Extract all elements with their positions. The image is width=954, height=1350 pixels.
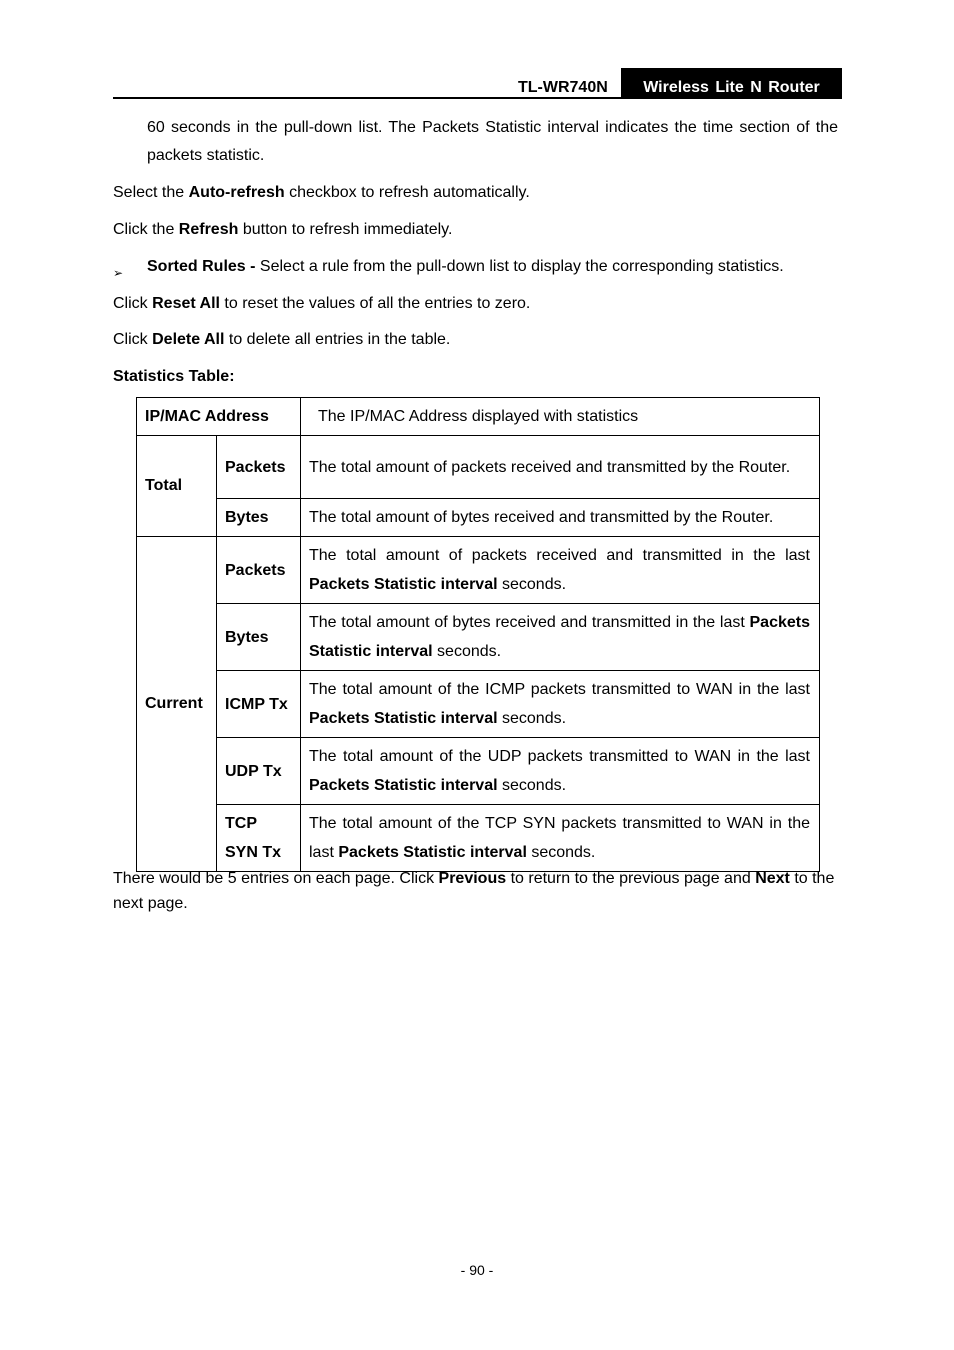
entries-note-paragraph [113,866,842,916]
interval-term: Packets Statistic interval [309,576,498,593]
intro-paragraph: 60 seconds in the pull-down list. The Packets Statistic interval indicates the time section of the packets statistic. [147,119,838,164]
total-bytes-desc: The total amount of bytes received and transmitted by the Router. [301,499,820,537]
current-tcp-desc [301,805,820,872]
current-udp-desc [301,738,820,805]
current-label: Current [137,537,217,872]
ipmac-desc: The IP/MAC Address displayed with statistics [301,398,820,436]
current-udp-label: UDP Tx [217,738,301,805]
text: The total amount of packets received and transmitted in the last [309,547,810,564]
table-row [137,537,820,604]
text: The total amount of bytes received and transmitted in the last [309,614,750,631]
table-row [137,436,820,499]
text: Click [113,295,153,312]
text: to the next page. [113,870,835,912]
delete-all-term: Delete All [152,331,225,348]
arrow-bullet-icon: ➢ [113,266,124,280]
text: seconds. [497,710,567,727]
current-icmp-label: ICMP Tx [217,671,301,738]
text: SYN Tx [225,844,282,861]
interval-term: Packets Statistic interval [309,710,498,727]
interval-term: Packets Statistic interval [338,844,527,861]
current-bytes-label: Bytes [217,604,301,671]
text: button to refresh immediately. [238,221,453,238]
statistics-table-heading: Statistics Table: [113,368,235,385]
interval-term: Packets Statistic interval [309,777,498,794]
table-row [137,671,820,738]
text: TCP [225,815,257,832]
current-packets-label: Packets [217,537,301,604]
text: There would be 5 entries on each page. Click [113,870,439,887]
previous-term: Previous [438,870,507,887]
text: Select the [113,184,189,201]
text: The total amount of the TCP SYN packets transmitted to WAN in the last [309,815,810,861]
delete-all-paragraph [113,326,838,354]
text: Click [113,331,153,348]
auto-refresh-paragraph [113,179,838,207]
text: to reset the values of all the entries to zero. [219,295,531,312]
total-label: Total [137,436,217,537]
page-number: - 90 - [460,1262,494,1278]
ipmac-label: IP/MAC Address [137,398,301,436]
reset-all-paragraph [113,290,838,318]
current-icmp-desc [301,671,820,738]
text: seconds. [432,643,502,660]
text: seconds. [497,576,567,593]
current-tcp-label [217,805,301,872]
text: to return to the previous page and [506,870,756,887]
header-product: Wireless Lite N Router [621,68,842,99]
text: seconds. [497,777,567,794]
interval-term: Packets Statistic interval [309,614,810,660]
text: Click the [113,221,179,238]
text: checkbox to refresh automatically. [284,184,530,201]
sorted-rules-term: Sorted Rules - [147,258,256,275]
current-bytes-desc [301,604,820,671]
text: The total amount of the ICMP packets transmitted to WAN in the last [309,681,810,698]
statistics-table [136,397,820,872]
text: The total amount of the UDP packets transmitted to WAN in the last [309,748,810,765]
total-bytes-label: Bytes [217,499,301,537]
total-packets-desc: The total amount of packets received and transmitted by the Router. [301,436,820,499]
refresh-term: Refresh [178,221,239,238]
table-row [137,805,820,872]
refresh-paragraph [113,216,838,244]
text: Select a rule from the pull-down list to display the corresponding statistics. [255,258,784,275]
header-model: TL-WR740N [518,79,608,96]
text: seconds. [526,844,596,861]
sorted-rules-paragraph [147,253,838,281]
current-packets-desc [301,537,820,604]
auto-refresh-term: Auto-refresh [188,184,285,201]
table-row [137,738,820,805]
text: to delete all entries in the table. [224,331,451,348]
table-row [137,604,820,671]
next-term: Next [755,870,790,887]
header-rule [113,97,842,99]
total-packets-label: Packets [217,436,301,499]
table-row [137,398,820,436]
table-row [137,499,820,537]
reset-all-term: Reset All [152,295,220,312]
